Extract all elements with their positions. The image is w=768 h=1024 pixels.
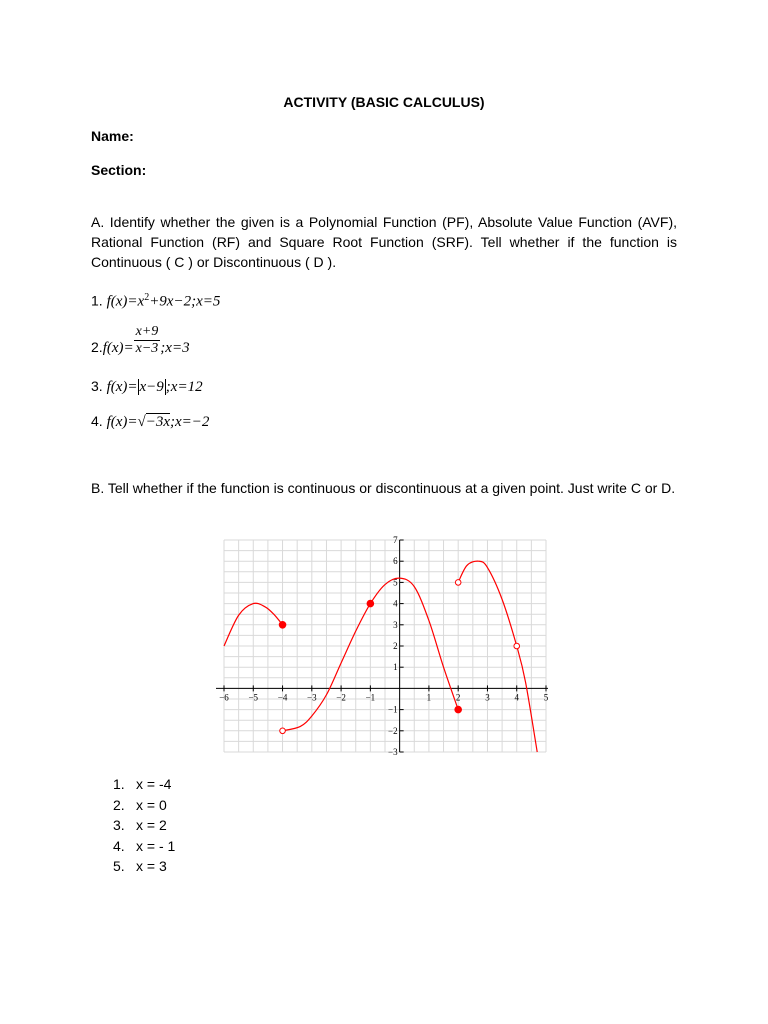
y-tick-label: 5 [393, 577, 398, 588]
part-a-item-1: 1. $f(x)=x^2+9x-2;x=5$ [91, 292, 221, 310]
open-point [514, 643, 520, 649]
grid [224, 540, 546, 752]
x-tick-label: 4 [514, 692, 519, 703]
y-tick-label: 7 [393, 536, 398, 545]
open-point [280, 728, 286, 734]
x-tick-label: −2 [336, 692, 346, 703]
absolute-value: x−9 [139, 379, 164, 395]
x-tick-label: −1 [365, 692, 376, 703]
x-tick-label: 1 [426, 692, 432, 703]
part-a-instructions: A. Identify whether the given is a Polynomial Function (PF), Absolute Value Function (AVF), Rational Function (RF) and Square Root Function (SRF). Tell whether if the function is Continuous ( C ) or Discontinuous ( D ). [91, 214, 677, 270]
y-tick-label: 4 [393, 598, 398, 609]
x-tick-label: −6 [219, 692, 229, 703]
x-tick-label: 2 [455, 692, 461, 703]
x-tick-label: −3 [307, 692, 317, 703]
y-tick-label: 6 [393, 556, 398, 567]
part-a-item-4: 4. f(x)=√−3x;x=−2 [91, 413, 210, 430]
x-tick-label: 5 [543, 692, 549, 703]
radicand: −3x [145, 414, 171, 430]
sqrt-sign: √ [137, 414, 146, 430]
y-tick-label: 1 [393, 662, 398, 673]
part-a-item-2: 2.f(x)= $\frac{x+9}{x-3}$ ;x=3 [91, 324, 190, 357]
y-tick-label: 2 [393, 641, 398, 651]
function-graph [212, 536, 552, 758]
question-item: 1. x = -4 [113, 776, 172, 792]
name-label: Name: [91, 128, 134, 144]
question-list [96, 774, 175, 877]
question-item: 5. x = 3 [113, 858, 167, 874]
section-label: Section: [91, 162, 147, 178]
page-title: ACTIVITY (BASIC CALCULUS) [283, 94, 485, 110]
closed-point [455, 706, 462, 713]
part-a-item-3: 3. f(x)= x−9 ;x=12 [91, 378, 203, 395]
question-item: 3. x = 2 [113, 817, 167, 833]
fraction: $\frac{x+9}{x-3}$ [135, 324, 159, 356]
question-item: 2. x = 0 [113, 796, 167, 813]
y-tick-label: −3 [388, 747, 398, 757]
y-tick-label: −1 [388, 704, 398, 715]
x-tick-label: −4 [277, 692, 288, 703]
y-tick-label: 3 [393, 619, 398, 630]
question-item: 4. x = - 1 [113, 837, 176, 854]
x-tick-label: −5 [248, 692, 259, 703]
closed-point [279, 622, 286, 629]
part-b-instructions: B. Tell whether if the function is continuous or discontinuous at a given point. Just write C or D. [91, 480, 676, 496]
x-tick-label: 3 [485, 692, 490, 703]
closed-point [367, 600, 374, 607]
y-tick-label: −2 [388, 725, 398, 736]
open-point [455, 580, 461, 586]
